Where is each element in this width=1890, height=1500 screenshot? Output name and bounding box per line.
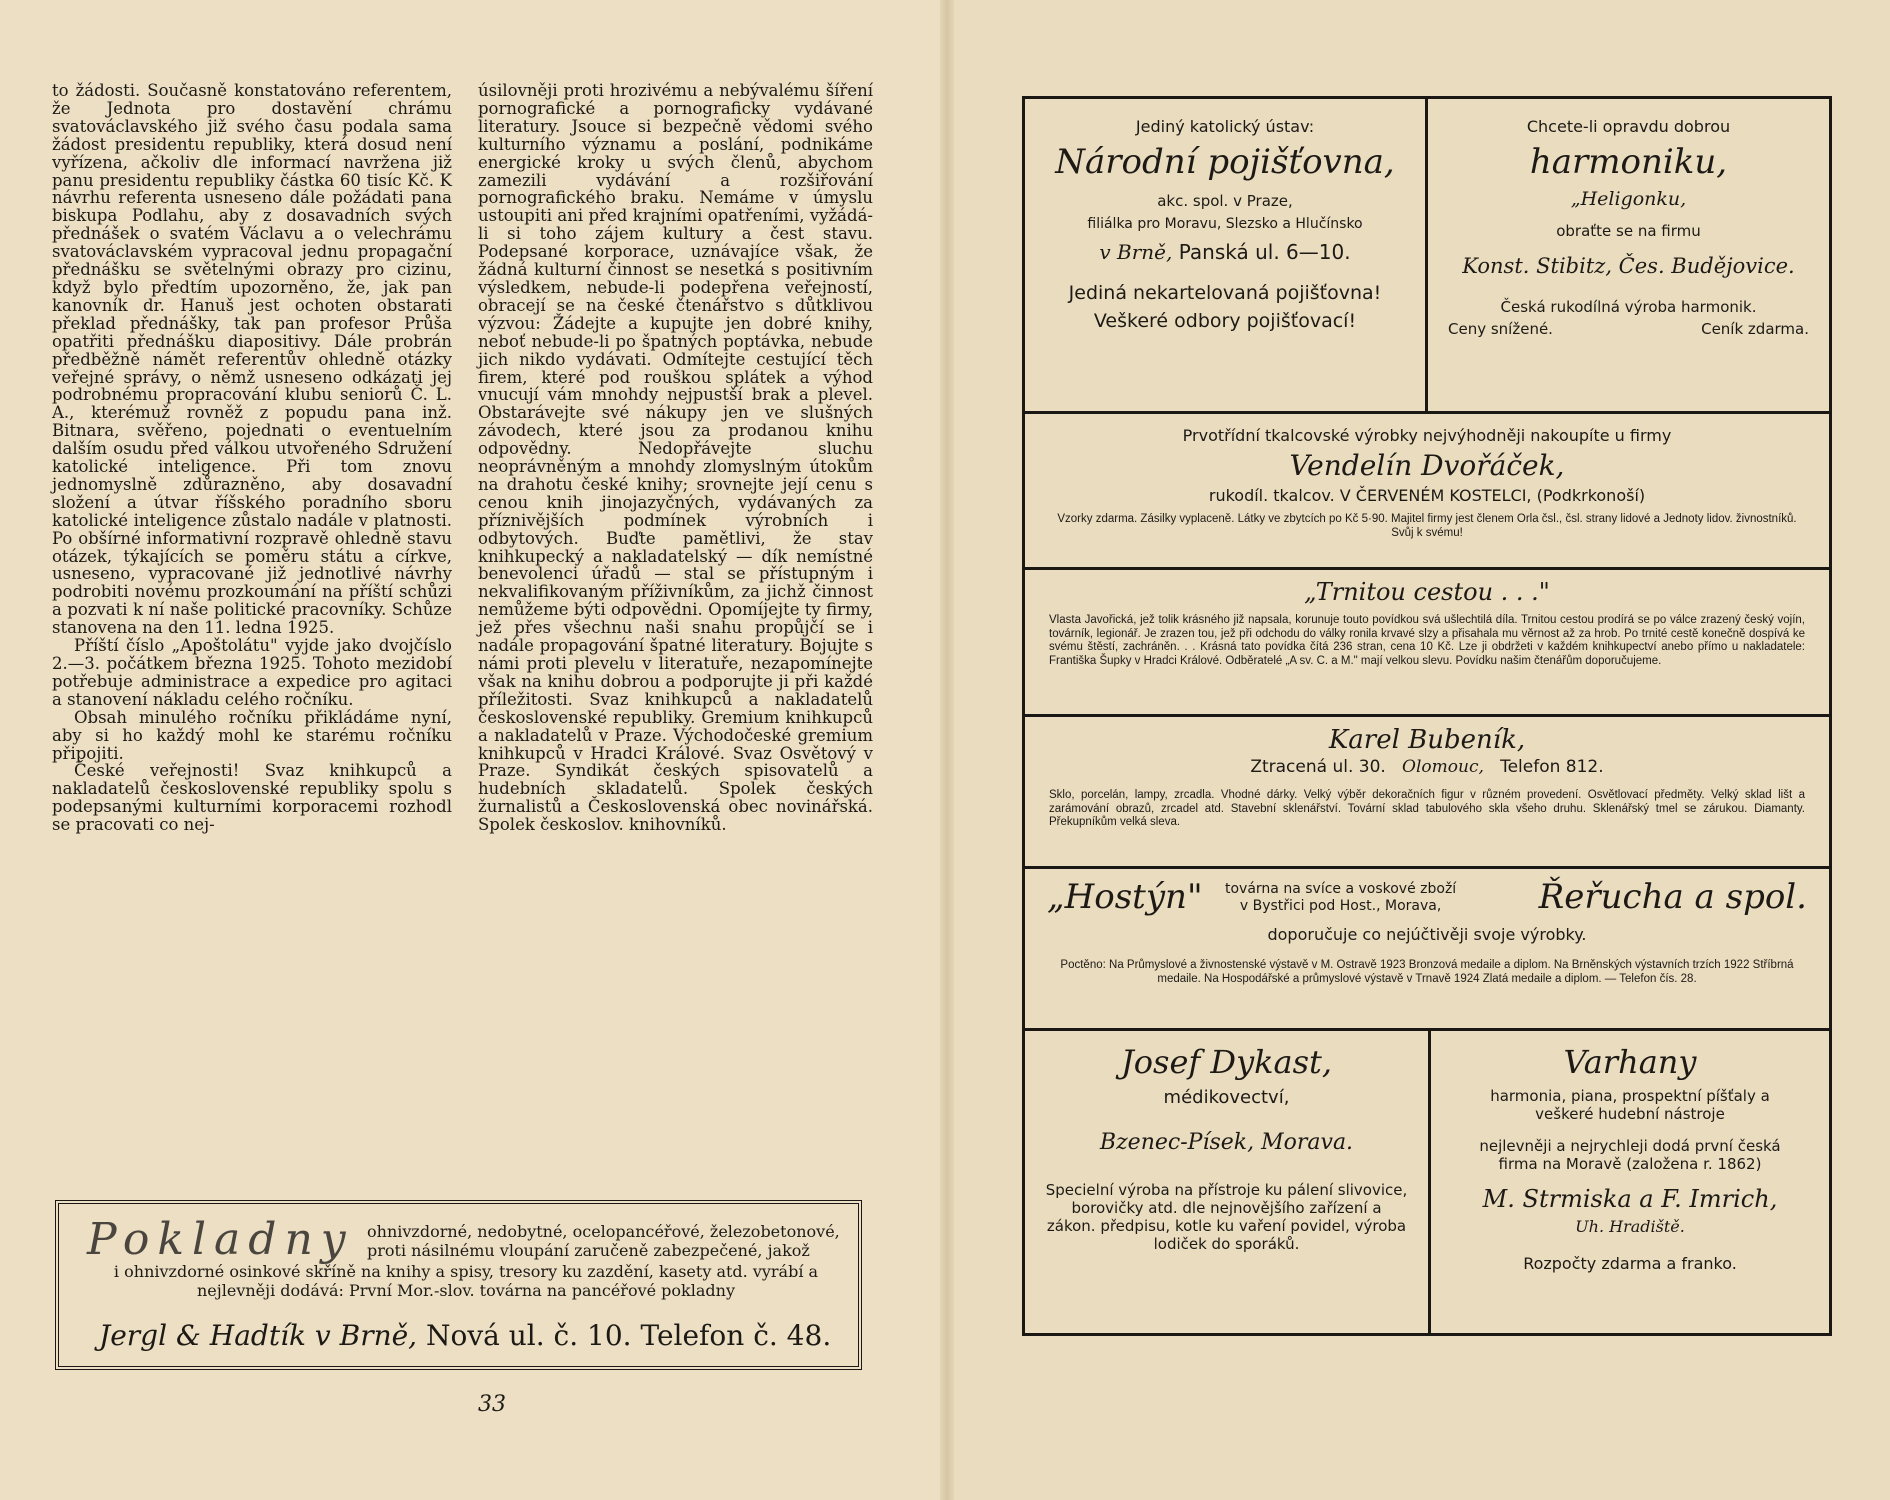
phone: Telefon 812.: [1500, 757, 1604, 777]
pokladny-description: ohnivzdorné, nedobytné, ocelopancéřové, železobetonové, proti násilnému vloupání zaručeně zabezpečené, jakož: [367, 1222, 840, 1260]
pokladny-signature: [99, 1319, 839, 1352]
page-number: 33: [478, 1392, 506, 1417]
ad-line: Jediný katolický ústav:: [1135, 117, 1315, 136]
pokladny-advertisement: [55, 1200, 862, 1370]
ad-title: Národní pojišťovna,: [1055, 142, 1395, 182]
ad-bubenik: [1025, 717, 1829, 830]
ad-line: [1428, 320, 1829, 338]
ad-line: harmonia, piana, prospektní píšťaly a veškeré hudební nástroje: [1490, 1087, 1770, 1123]
ad-line: obraťte se na firmu: [1556, 222, 1701, 240]
text-column-2: [478, 82, 873, 834]
ad-title: harmoniku,: [1529, 142, 1728, 182]
firm-name: Jergl & Hadtík v Brně,: [99, 1319, 418, 1352]
ad-fine-print: Vzorky zdarma. Zásilky vyplaceně. Látky ve zbytcích po Kč 5·90. Majitel firmy jest členem Orla čsl., čsl. strany lidové a Jednoty lidov. živnostníků. Svůj k svému!: [1057, 513, 1797, 539]
ad-title: „Trnitou cestou . . .": [1304, 578, 1550, 606]
right-page: [945, 0, 1890, 1500]
street: Panská ul. 6—10.: [1172, 240, 1351, 264]
ad-line: doporučuje co nejúčtivěji svoje výrobky.: [1267, 925, 1587, 944]
ad-varhany: [1431, 1031, 1829, 1273]
pricelist: Ceník zdarma.: [1701, 320, 1809, 338]
ad-line: Rozpočty zdarma a franko.: [1523, 1254, 1737, 1273]
ad-line: akc. spol. v Praze,: [1157, 192, 1293, 210]
ad-firm: M. Strmiska a F. Imrich,: [1482, 1185, 1778, 1213]
page-fold: [940, 0, 954, 1500]
ad-hostyn: [1025, 869, 1829, 1028]
ad-line: Bzenec-Písek, Morava.: [1099, 1130, 1354, 1155]
paragraph: úsilovněji proti hrozivému a nebývalému šíření pornografické a pornograficky vydávané literatury. Jsouce si bezpečně vědomi svého kulturního významu a poslání, podnikáme energické kroky u svých členů, abychom zamezili vydávání a rozšiřování pornografického braku. Nemáme v úmyslu ustoupiti ani před krajními opatřeními, vyžádá-li si toho zájem kultury a čest stavu. Podepsané korporace, uznávajíce však, že žádná kulturní činnost se nesetká s positivním výsledkem, nebude-li podepřena veřejností, obracejí se na české čtenářstvo s důtklivou výzvou: Žádejte a kupujte jen dobré knihy, neboť nebude-li po špatných poptávka, nebude jich nikdo vydávati. Odmítejte cestující těch firem, které pod rouškou splátek a výhod vnucují vám mnohdy nejpustší brak a plevel. Obstarávejte své nákupy jen ve slušných závodech, které jsou za prodanou knihu odpovědny. Nedopřávejte sluchu neoprávněným a mnohdy zlomyslným útokům na drahotu české knihy; srovnejte její cenu s cenou knih jinojazyčných, vydávaných za příznivějších podmínek výrobních i odbytových. Buďte pamětlivi, že stav knihkupecký a nakladatelský — dík nemístné benevolenci úřadů — stal se přístupným i nekvalifikovaným příživníkům, za jichž činnost nemůžeme býti odpovědni. Opomíjejte ty firmy, jež přes všechnu naši snahu propůjčí se i nadále propagování špatné literatury. Bojujte s námi proti plevelu v literatuře, nezapomínejte však na knihu dobrou a podporujte ji při každé příležitosti. Svaz knihkupců a nakladatelů československé republiky. Gremium knihkupců a nakladatelů v Praze. Východočeské gremium knihkupců v Hradci Králové. Svaz Osvětový v Praze. Syndikát českých spisovatelů a hudebních skladatelů. Spolek českých žurnalistů a Československá obec novinářská. Spolek českoslov. knihovníků.: [478, 81, 873, 835]
pokladny-description-2: i ohnivzdorné osinkové skříně na knihy a spisy, tresory ku zazdění, kasety atd. vyrábí a nejlevněji dodává: První Mor.-slov. továrna na pancéřové pokladny: [113, 1262, 819, 1300]
ad-line: Jediná nekartelovaná pojišťovna!: [1068, 282, 1382, 304]
ad-dykast: [1025, 1031, 1428, 1253]
ad-firm: Řeřucha a spol.: [1538, 877, 1807, 917]
ad-firm: Konst. Stibitz, Čes. Budějovice.: [1462, 254, 1795, 278]
city: Olomouc,: [1402, 757, 1484, 777]
ad-title: „Hostýn": [1047, 877, 1203, 917]
paragraph: České veřejnosti! Svaz knihkupců a nakladatelů československé republiky spolu s podepsanými kulturními korporacemi rozhodl se pracovati co nej-: [52, 761, 452, 835]
ad-line: Veškeré odbory pojišťovací!: [1093, 310, 1357, 332]
ad-line: médikovectví,: [1163, 1087, 1290, 1108]
city: v Brně,: [1099, 240, 1173, 264]
ad-line: nejlevněji a nejrychleji dodá první česká firma na Moravě (založena r. 1862): [1479, 1137, 1781, 1173]
ad-harmoniku: [1428, 99, 1829, 338]
paragraph: Příští číslo „Apoštolátu" vyjde jako dvojčíslo 2.—3. počátkem března 1925. Tohoto mezidobí potřebuje administrace a expedice pro agitaci a stanovení nákladu celého ročníku.: [52, 636, 452, 709]
ad-line: „Heligonku,: [1570, 188, 1687, 210]
advertisements-frame: [1022, 96, 1832, 1336]
ad-fine-print: Sklo, porcelán, lampy, zrcadla. Vhodné dárky. Velký výběr dekoračních figur v různém provedení. Osvětlovací předměty. Velký sklad lišt a zarámování obrazů, zrcadel atd. Stavební sklenářství. Tovární sklad tabulového skla všeho druhu. Sklenářský tmel se zárukou. Diamanty. Překupníkům velká sleva.: [1049, 789, 1805, 828]
ad-title: Vendelín Dvořáček,: [1289, 449, 1565, 482]
ad-address: [1025, 240, 1425, 264]
ad-line: v Bystřici pod Host., Morava,: [1239, 898, 1442, 914]
ad-narodni-pojistovna: [1025, 99, 1425, 332]
ad-line: Chcete-li opravdu dobrou: [1526, 117, 1731, 136]
ad-text: Specielní výroba na přístroje ku pálení slivovice, borovičky atd. dle nejnovějšího zařízení a zákon. předpisu, kotle ku vaření povidel, výroba lodiček do sporáků.: [1045, 1181, 1408, 1253]
ad-line: Česká rukodílná výroba harmonik.: [1500, 298, 1757, 316]
ad-line: [1025, 757, 1829, 777]
pokladny-heading: Pokladny: [87, 1214, 354, 1265]
ad-trnitou-cestou: [1025, 570, 1829, 668]
ad-line: rukodíl. tkalcov. V ČERVENÉM KOSTELCI, (Podkrkonoší): [1208, 486, 1646, 505]
text-column-1: [52, 82, 452, 834]
ad-fine-print: Poctěno: Na Průmyslové a živnostenské výstavě v M. Ostravě 1923 Bronzová medaile a diplom. Na Brněnských výstavních trzích 1922 Stříbrná medaile. Na Hospodářské a průmyslové výstavě v Trnavě 1924 Zlatá medaile a diplom. — Telefon čís. 28.: [1060, 959, 1794, 985]
firm-address: Nová ul. č. 10. Telefon č. 48.: [417, 1319, 832, 1352]
ad-title: Karel Bubeník,: [1328, 725, 1526, 755]
prices: Ceny snížené.: [1448, 320, 1553, 338]
ad-line: Prvotřídní tkalcovské výrobky nejvýhodněji nakoupíte u firmy: [1182, 426, 1672, 445]
ad-line: filiálka pro Moravu, Slezsko a Hlučínsko: [1087, 216, 1363, 232]
ad-title: Josef Dykast,: [1120, 1043, 1333, 1081]
paragraph: Obsah minulého ročníku přikládáme nyní, aby si ho každý mohl ke starému ročníku připojiti.: [52, 707, 452, 763]
street: Ztracená ul. 30.: [1250, 757, 1386, 777]
ad-line: továrna na svíce a voskové zboží: [1225, 881, 1457, 897]
ad-title: Varhany: [1563, 1043, 1697, 1081]
ad-dvoracek: [1025, 414, 1829, 540]
ad-line: Uh. Hradiště.: [1575, 1217, 1685, 1236]
ad-fine-print: Vlasta Javořická, jež tolik krásného již napsala, korunuje touto povídkou svá ušlechtilá díla. Trnitou cestou prodírá se po válce zrazený český vojín, továrník, legionář. Je zrazen tou, jež při odchodu do války ronila krvavé slzy a přisahala mu věrnost až za hrob. Po trnité cestě konečně dospívá ke svému štěstí, zachráněn. . . Krásná tato povídka čítá 236 stran, cena 10 Kč. Lze ji obdržeti v každém knihkupectví anebo přímo u nakladatele: Františka Šupky v Hradci Králové. Odběratelé „A sv. C. a M." mají velkou slevu. Povídku našim čtenářům doporučujeme.: [1049, 614, 1805, 667]
paragraph: to žádosti. Současně konstatováno referentem, že Jednota pro dostavění chrámu svatováclavského již svého času podala sama žádost presidentu republiky, která dosud není vyřízena, ačkoliv dle informací navržena již panu presidentu republiky částka 60 tisíc Kč. K návrhu referenta usneseno dále požádati pana biskupa Podlahu, aby z dosavadních svých přednášek o svatém Václavu a o velechrámu svatováclavském vypracoval jednu propagační přednášku se světelnými obrazy pro cizinu, když bylo předtím upozorněno, že, jak pan kanovník dr. Hanuš jest ochoten obstarati překlad přednášky, tak pan profesor Průša opatřiti přednášku diapositivy. Dále probrán předběžně námět referentův ohledně otázky veřejné správy, o němž usneseno odkázati jej podrobnému propracování klubu seniorů Č. L. A., kterémuž rovněž z popudu pana inž. Bitnara, svěřeno, pojednati o eventuelním dalším osudu před válkou utvořeného Sdružení katolické inteligence. Při tom znovu jednomyslně zdůrazněno, aby dosavadní složení a útvar říšského poradního sboru katolické inteligence zůstalo nadále v platnosti. Po obšírné informativní rozpravě ohledně stavu otázek, týkajících se poměru státu a církve, usneseno, vypracované již jednotlivé návrhy podrobiti novému prozkoumání na příští schůzi a pozvati k ní naše politické pracovníky. Schůze stanovena na den 11. ledna 1925.: [52, 81, 452, 638]
ad-line: [1225, 881, 1456, 915]
